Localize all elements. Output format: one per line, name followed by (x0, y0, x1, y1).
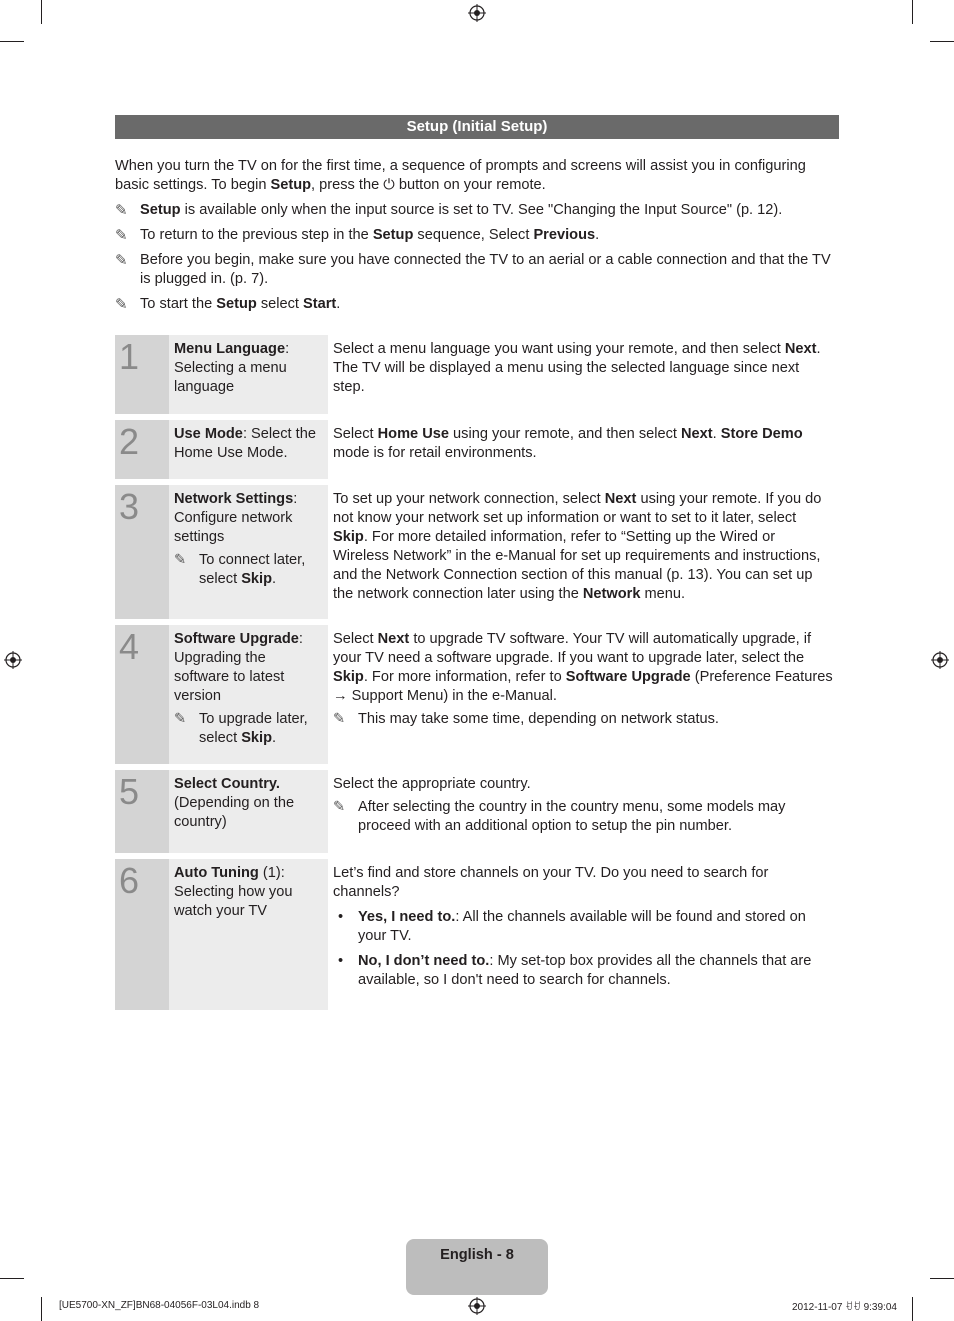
page-number-tab: English - 8 (406, 1239, 548, 1295)
step-label: Select Country. (Depending on the country) (169, 770, 328, 853)
note: ✎ To return to the previous step in the Setup sequence, Select Previous. (115, 227, 600, 244)
registration-mark-icon (931, 651, 949, 669)
step-description: Select a menu language you want using your remote, and then select Next. The TV will be displayed a menu using the selected language since next step. (333, 341, 821, 395)
pencil-note-icon: ✎ (333, 711, 346, 727)
crop-mark (930, 41, 954, 42)
step-row (115, 335, 839, 414)
step-row (115, 485, 839, 619)
note: ✎ To start the Setup select Start. (115, 296, 341, 313)
bullet-icon: • (338, 909, 344, 925)
step-number: 2 (115, 420, 169, 479)
setup-steps (115, 335, 839, 1016)
step-row (115, 625, 839, 764)
step-note: ✎ This may take some time, depending on network status. (333, 711, 719, 727)
step-row (115, 420, 839, 479)
file-slug: [UE5700-XN_ZF]BN68-04056F-03L04.indb 8 (59, 1300, 260, 1311)
section-title: Setup (Initial Setup) (115, 115, 839, 139)
crop-mark (0, 41, 24, 42)
step-number: 4 (115, 625, 169, 764)
intro-text (115, 157, 843, 314)
pencil-note-icon: ✎ (115, 227, 128, 244)
note: ✎ Setup is available only when the input source is set to TV. See "Changing the Input Source" (p. 12). (115, 202, 783, 219)
step-note: ✎ To upgrade later, select Skip. (174, 711, 308, 746)
step-description: To set up your network connection, select Next using your remote. If you do not know your network set up information or want to set to it later, select Skip. For more detailed information, refer to “Setting up the Wired or Wireless Network” in the e-Manual for set up requirements and instructions, and the Network Connection section of this manual (p. 13). You can set up the network connection later using the Network menu. (333, 491, 822, 602)
power-icon: ⏻ (383, 177, 395, 193)
crop-mark (930, 1278, 954, 1279)
step-number: 1 (115, 335, 169, 414)
pencil-note-icon: ✎ (174, 711, 187, 727)
registration-mark-icon (468, 1297, 486, 1315)
crop-mark (0, 1278, 24, 1279)
step-number: 6 (115, 859, 169, 1010)
list-item: • Yes, I need to.: All the channels available will be found and stored on your TV. (338, 909, 806, 944)
step-note: ✎ After selecting the country in the country menu, some models may proceed with an additional option to setup the pin number. (333, 799, 786, 834)
crop-mark (41, 1297, 42, 1321)
step-label: Auto Tuning (1): Selecting how you watch your TV (169, 859, 328, 1010)
step-label: Software Upgrade: Upgrading the software to latest version ✎ To upgrade later, select Skip. (169, 625, 328, 764)
pencil-note-icon: ✎ (174, 552, 187, 568)
step-number: 5 (115, 770, 169, 853)
step-description: Select Next to upgrade TV software. Your TV will automatically upgrade, if your TV need a software upgrade. If you want to upgrade later, select the Skip. For more information, refer to Software Upgrade (Preference Features → Support Menu) in the e-Manual. ✎ This may take some time, depending on network status. (333, 631, 833, 727)
crop-mark (41, 0, 42, 24)
pencil-note-icon: ✎ (333, 799, 346, 815)
pencil-note-icon: ✎ (115, 202, 128, 219)
step-description: Let’s find and store channels on your TV. Do you need to search for channels? • Yes, I need to.: All the channels available will be found and stored on your TV. • No, I don’t need to.: My set-top box provides all the channels that are available, so I don't need to search for channels. (328, 859, 839, 1010)
crop-mark (912, 1297, 913, 1321)
pencil-note-icon: ✎ (115, 252, 128, 269)
intro-paragraph: When you turn the TV on for the first time, a sequence of prompts and screens will assist you in configuring basic settings. To begin Setup, press the ⏻ button on your remote. (115, 158, 806, 193)
step-label: Network Settings: Configure network settings ✎ To connect later, select Skip. (169, 485, 328, 619)
step-number: 3 (115, 485, 169, 619)
step-description: Select the appropriate country. ✎ After selecting the country in the country menu, some models may proceed with an additional option to setup the pin number. (328, 770, 839, 853)
pencil-note-icon: ✎ (115, 296, 128, 313)
print-date: 2012-11-07 ꀀꀀ 9:39:04 (792, 1302, 897, 1313)
note: ✎ Before you begin, make sure you have connected the TV to an aerial or a cable connection and that the TV is plugged in. (p. 7). (115, 252, 831, 287)
step-label: Menu Language: Selecting a menu language (169, 335, 328, 414)
registration-mark-icon (468, 4, 486, 22)
step-note: ✎ To connect later, select Skip. (174, 552, 306, 587)
step-row (115, 770, 839, 853)
registration-mark-icon (4, 651, 22, 669)
step-row (115, 859, 839, 1010)
bullet-icon: • (338, 953, 344, 969)
list-item: • No, I don’t need to.: My set-top box provides all the channels that are available, so I don't need to search for channels. (338, 953, 812, 988)
step-label: Use Mode: Select the Home Use Mode. (169, 420, 328, 479)
step-description: Select Home Use using your remote, and then select Next. Store Demo mode is for retail environments. (333, 426, 803, 461)
crop-mark (912, 0, 913, 24)
